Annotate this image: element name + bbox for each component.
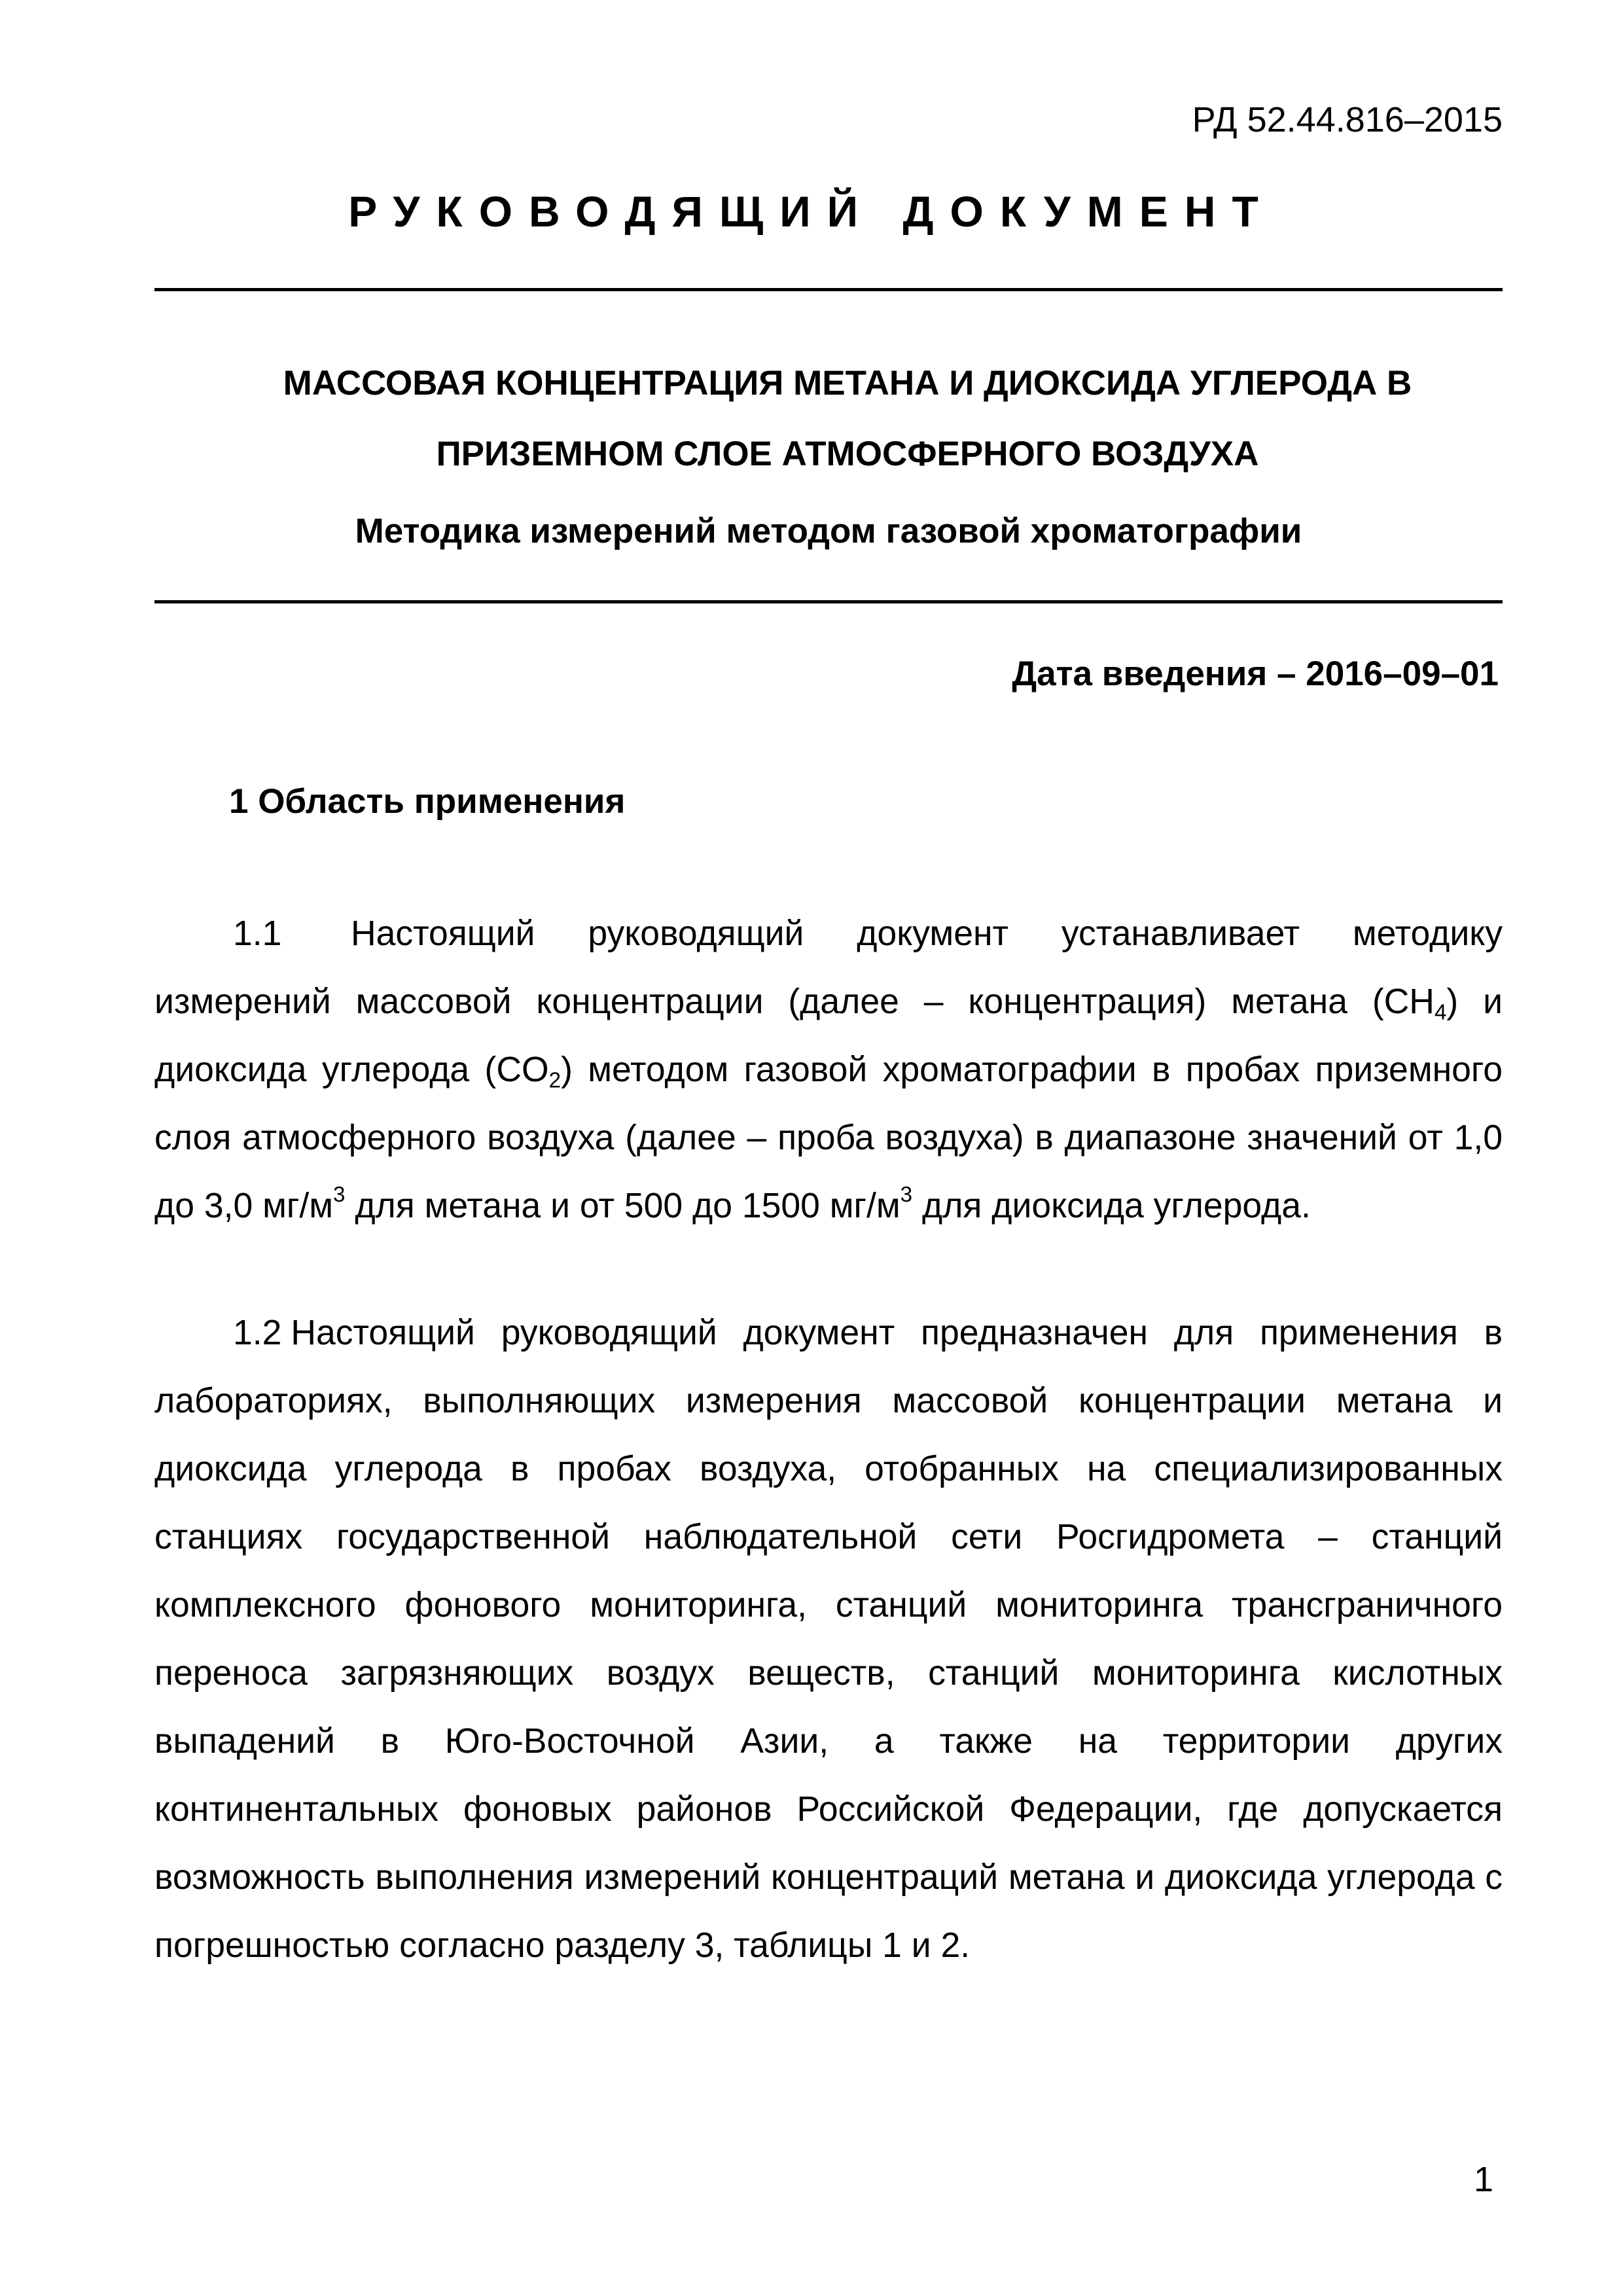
superscript: 3	[333, 1183, 346, 1208]
subscript: 4	[1434, 1000, 1447, 1025]
paragraph-text: Настоящий руководящий документ предназначен для применения в лабораториях, выполняющих измерения массовой концентрации метана и диоксида углерода в пробах воздуха, отобранных на специализированных станциях государственной наблюдательной сети Росгидромета – станций комплексного фонового мониторинга, станций мониторинга трансграничного переноса загрязняющих воздух веществ, станций мониторинга кислотных выпадений в Юго-Восточной Азии, а также на территории других континентальных фоновых районов Российской Федерации, где допускается возможность выполнения измерений концентраций метана и диоксида углерода с погрешностью согласно разделу 3, таблицы 1 и 2.	[154, 1314, 1503, 1965]
divider-top	[154, 288, 1503, 291]
section-heading: 1 Область применения	[229, 782, 626, 821]
paragraph-text: ) и диоксида углерода (CO	[154, 982, 1503, 1089]
paragraph-1-1	[154, 900, 1503, 1240]
divider-bottom	[154, 600, 1503, 603]
paragraph-1-2	[154, 1299, 1503, 1980]
page-number: 1	[1473, 2160, 1493, 2199]
title-line-2: ПРИЗЕМНОМ СЛОЕ АТМОСФЕРНОГО ВОЗДУХА	[436, 435, 1259, 473]
paragraph-text: для метана и от 500 до 1500 мг/м	[345, 1187, 901, 1225]
title-line-1: МАССОВАЯ КОНЦЕНТРАЦИЯ МЕТАНА И ДИОКСИДА УГЛЕРОДА В	[283, 364, 1412, 403]
paragraph-text: ) методом газовой хроматографии в пробах приземного слоя атмосферного воздуха (далее – проба воздуха) в диапазоне значений от 1,0 до 3,0 мг/м	[154, 1050, 1503, 1225]
introduction-date: Дата введения – 2016–09–01	[1012, 655, 1499, 693]
document-title	[196, 348, 1499, 490]
document-type-heading: РУКОВОДЯЩИЙ ДОКУМЕНТ	[348, 187, 1275, 236]
document-subtitle: Методика измерений методом газовой хроматографии	[355, 512, 1302, 550]
paragraph-text: Настоящий руководящий документ устанавливает методику измерений массовой концентрации (далее – концентрация) метана (CH	[154, 914, 1503, 1021]
paragraph-text: для диоксида углерода.	[912, 1187, 1311, 1225]
document-code: РД 52.44.816–2015	[1192, 100, 1503, 139]
subscript: 2	[548, 1068, 562, 1093]
superscript: 3	[900, 1183, 913, 1208]
paragraph-number: 1.1	[233, 914, 282, 953]
paragraph-number: 1.2	[233, 1314, 282, 1352]
